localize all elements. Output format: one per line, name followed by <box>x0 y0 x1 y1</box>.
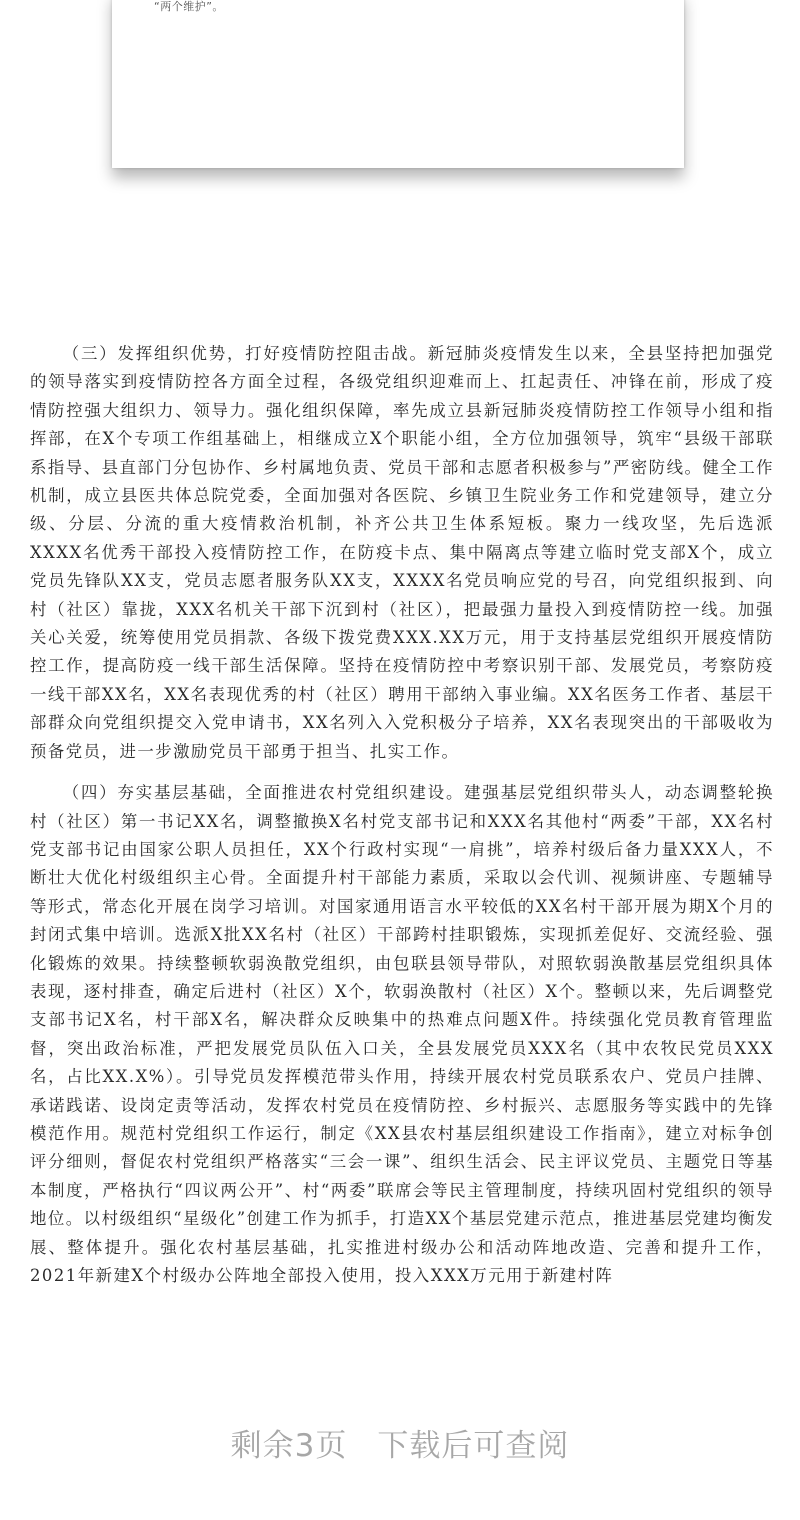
previous-page-preview <box>112 0 684 168</box>
download-hint-label: 下载后可查阅 <box>377 1428 570 1464</box>
document-body <box>30 340 774 1290</box>
paragraph-4: （四）夯实基层基础，全面推进农村党组织建设。建强基层党组织带头人，动态调整轮换村（社区）第一书记XX名，调整撤换X名村党支部书记和XXX名其他村“两委”干部，XX名村党支部书记由国家公职人员担任，XX个行政村实现“一肩挑”，培养村级后备力量XXX人，不断壮大优化村级组织主心骨。全面提升村干部能力素质，采取以会代训、视频讲座、专题辅导等形式，常态化开展在岗学习培训。对国家通用语言水平较低的XX名村干部开展为期X个月的封闭式集中培训。选派X批XX名村（社区）干部跨村挂职锻炼，实现抓差促好、交流经验、强化锻炼的效果。持续整顿软弱涣散党组织，由包联县领导带队，对照软弱涣散基层党组织具体表现，逐村排查，确定后进村（社区）X个，软弱涣散村（社区）X个。整顿以来，先后调整党支部书记X名，村干部X名，解决群众反映集中的热难点问题X件。持续强化党员教育管理监督，突出政治标准，严把发展党员队伍入口关，全县发展党员XXX名（其中农牧民党员XXX名，占比XX.X%）。引导党员发挥模范带头作用，持续开展农村党员联系农户、党员户挂牌、承诺践诺、设岗定责等活动，发挥农村党员在疫情防控、乡村振兴、志愿服务等实践中的先锋模范作用。规范村党组织工作运行，制定《XX县农村基层组织建设工作指南》，建立对标争创评分细则，督促农村党组织严格落实“三会一课”、组织生活会、民主评议党员、主题党日等基本制度，严格执行“四议两公开”、村“两委”联席会等民主管理制度，持续巩固村党组织的领导地位。以村级组织“星级化”创建工作为抓手，打造XX个基层党建示范点，推进基层党建均衡发展、整体提升。强化农村基层基础，扎实推进村级办公和活动阵地改造、完善和提升工作，2021年新建X个村级办公阵地全部投入使用，投入XXX万元用于新建村阵 <box>30 783 774 1285</box>
remaining-pages-label: 剩余3页 <box>230 1428 348 1464</box>
download-prompt[interactable] <box>0 1420 800 1465</box>
paragraph-3: （三）发挥组织优势，打好疫情防控阻击战。新冠肺炎疫情发生以来，全县坚持把加强党的领导落实到疫情防控各方面全过程，各级党组织迎难而上、扛起责任、冲锋在前，形成了疫情防控强大组织力、领导力。强化组织保障，率先成立县新冠肺炎疫情防控工作领导小组和指挥部，在X个专项工作组基础上，相继成立X个职能小组，全方位加强领导，筑牢“县级干部联系指导、县直部门分包协作、乡村属地负责、党员干部和志愿者积极参与”严密防线。健全工作机制，成立县医共体总院党委，全面加强对各医院、乡镇卫生院业务工作和党建领导，建立分级、分层、分流的重大疫情救治机制，补齐公共卫生体系短板。聚力一线攻坚，先后选派XXXX名优秀干部投入疫情防控工作，在防疫卡点、集中隔离点等建立临时党支部X个，成立党员先锋队XX支，党员志愿者服务队XX支，XXXX名党员响应党的号召，向党组织报到、向村（社区）靠拢，XXX名机关干部下沉到村（社区），把最强力量投入到疫情防控一线。加强关心关爱，统筹使用党员捐款、各级下拨党费XXX.XX万元，用于支持基层党组织开展疫情防控工作，提高防疫一线干部生活保障。坚持在疫情防控中考察识别干部、发展党员，考察防疫一线干部XX名，XX名表现优秀的村（社区）聘用干部纳入事业编。XX名医务工作者、基层干部群众向党组织提交入党申请书，XX名列入入党积极分子培养，XX名表现突出的干部吸收为预备党员，进一步激励党员干部勇于担当、扎实工作。 <box>30 344 774 761</box>
preview-last-line: “两个维护”。 <box>154 0 224 13</box>
